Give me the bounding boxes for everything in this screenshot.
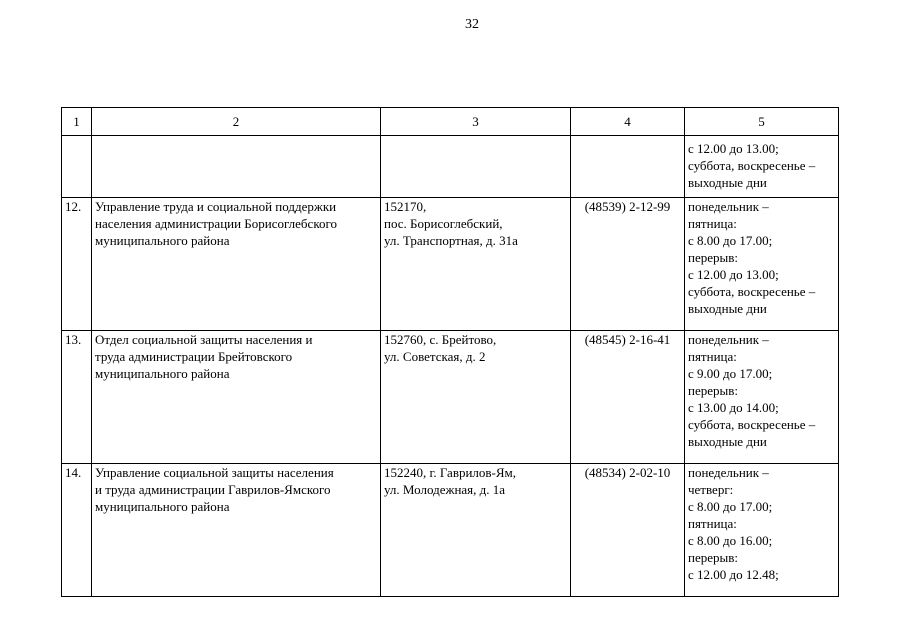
table-row-continuation: [62, 136, 839, 198]
column-header-4: 4: [571, 108, 685, 136]
schedule-line: пятница:: [688, 516, 737, 531]
schedule-line: выходные дни: [688, 301, 767, 316]
column-header-1: 1: [62, 108, 92, 136]
table-row: [62, 198, 839, 331]
organization-name-line: Управление социальной защиты населения: [95, 465, 334, 480]
work-schedule: [685, 331, 839, 464]
schedule-line: пятница:: [688, 349, 737, 364]
schedule-line: суббота, воскресенье –: [688, 158, 816, 173]
schedule-line: выходные дни: [688, 175, 767, 190]
column-header-2: 2: [92, 108, 381, 136]
organization-name-line: муниципального района: [95, 233, 230, 248]
work-schedule: [685, 464, 839, 597]
organization-phone: (48539) 2-12-99: [571, 198, 685, 331]
organization-name-line: и труда администрации Гаврилов-Ямского: [95, 482, 331, 497]
row-number: 12.: [62, 198, 92, 331]
schedule-line: с 12.00 до 13.00;: [688, 267, 779, 282]
schedule-line: четверг:: [688, 482, 734, 497]
organization-name-line: муниципального района: [95, 366, 230, 381]
organization-name: [92, 464, 381, 597]
organization-phone: [571, 136, 685, 198]
schedule-line: с 12.00 до 13.00;: [688, 141, 779, 156]
organization-phone: (48545) 2-16-41: [571, 331, 685, 464]
schedule-line: понедельник –: [688, 199, 769, 214]
organization-name: [92, 331, 381, 464]
address-line: 152240, г. Гаврилов-Ям,: [384, 465, 517, 480]
schedule-line: выходные дни: [688, 434, 767, 449]
schedule-line: с 12.00 до 12.48;: [688, 567, 779, 582]
schedule-line: суббота, воскресенье –: [688, 417, 816, 432]
organization-name-line: Управление труда и социальной поддержки: [95, 199, 337, 214]
organization-address: [381, 198, 571, 331]
table-row: [62, 331, 839, 464]
work-schedule: [685, 136, 839, 198]
organization-name: [92, 198, 381, 331]
schedule-line: понедельник –: [688, 465, 769, 480]
schedule-line: перерыв:: [688, 250, 738, 265]
schedule-line: с 8.00 до 16.00;: [688, 533, 773, 548]
table-header-row: [62, 108, 839, 136]
schedule-line: с 13.00 до 14.00;: [688, 400, 779, 415]
work-schedule: [685, 198, 839, 331]
address-line: пос. Борисоглебский,: [384, 216, 503, 231]
schedule-line: пятница:: [688, 216, 737, 231]
row-number: 14.: [62, 464, 92, 597]
organization-name-line: труда администрации Брейтовского: [95, 349, 293, 364]
organization-address: [381, 464, 571, 597]
schedule-line: понедельник –: [688, 332, 769, 347]
organization-name: [92, 136, 381, 198]
address-line: 152170,: [384, 199, 427, 214]
schedule-line: с 9.00 до 17.00;: [688, 366, 773, 381]
address-line: ул. Транспортная, д. 31а: [384, 233, 518, 248]
row-number: 13.: [62, 331, 92, 464]
page-number: 32: [465, 17, 479, 32]
organization-phone: (48534) 2-02-10: [571, 464, 685, 597]
organizations-table: [61, 107, 839, 597]
column-header-3: 3: [381, 108, 571, 136]
column-header-5: 5: [685, 108, 839, 136]
address-line: ул. Советская, д. 2: [384, 349, 486, 364]
organization-address: [381, 136, 571, 198]
table-row: [62, 464, 839, 597]
schedule-line: перерыв:: [688, 383, 738, 398]
organization-name-line: муниципального района: [95, 499, 230, 514]
address-line: ул. Молодежная, д. 1а: [384, 482, 506, 497]
organization-name-line: населения администрации Борисоглебского: [95, 216, 337, 231]
schedule-line: суббота, воскресенье –: [688, 284, 816, 299]
schedule-line: с 8.00 до 17.00;: [688, 233, 773, 248]
schedule-line: с 8.00 до 17.00;: [688, 499, 773, 514]
row-number: [62, 136, 92, 198]
schedule-line: перерыв:: [688, 550, 738, 565]
address-line: 152760, с. Брейтово,: [384, 332, 497, 347]
organization-address: [381, 331, 571, 464]
organization-name-line: Отдел социальной защиты населения и: [95, 332, 313, 347]
